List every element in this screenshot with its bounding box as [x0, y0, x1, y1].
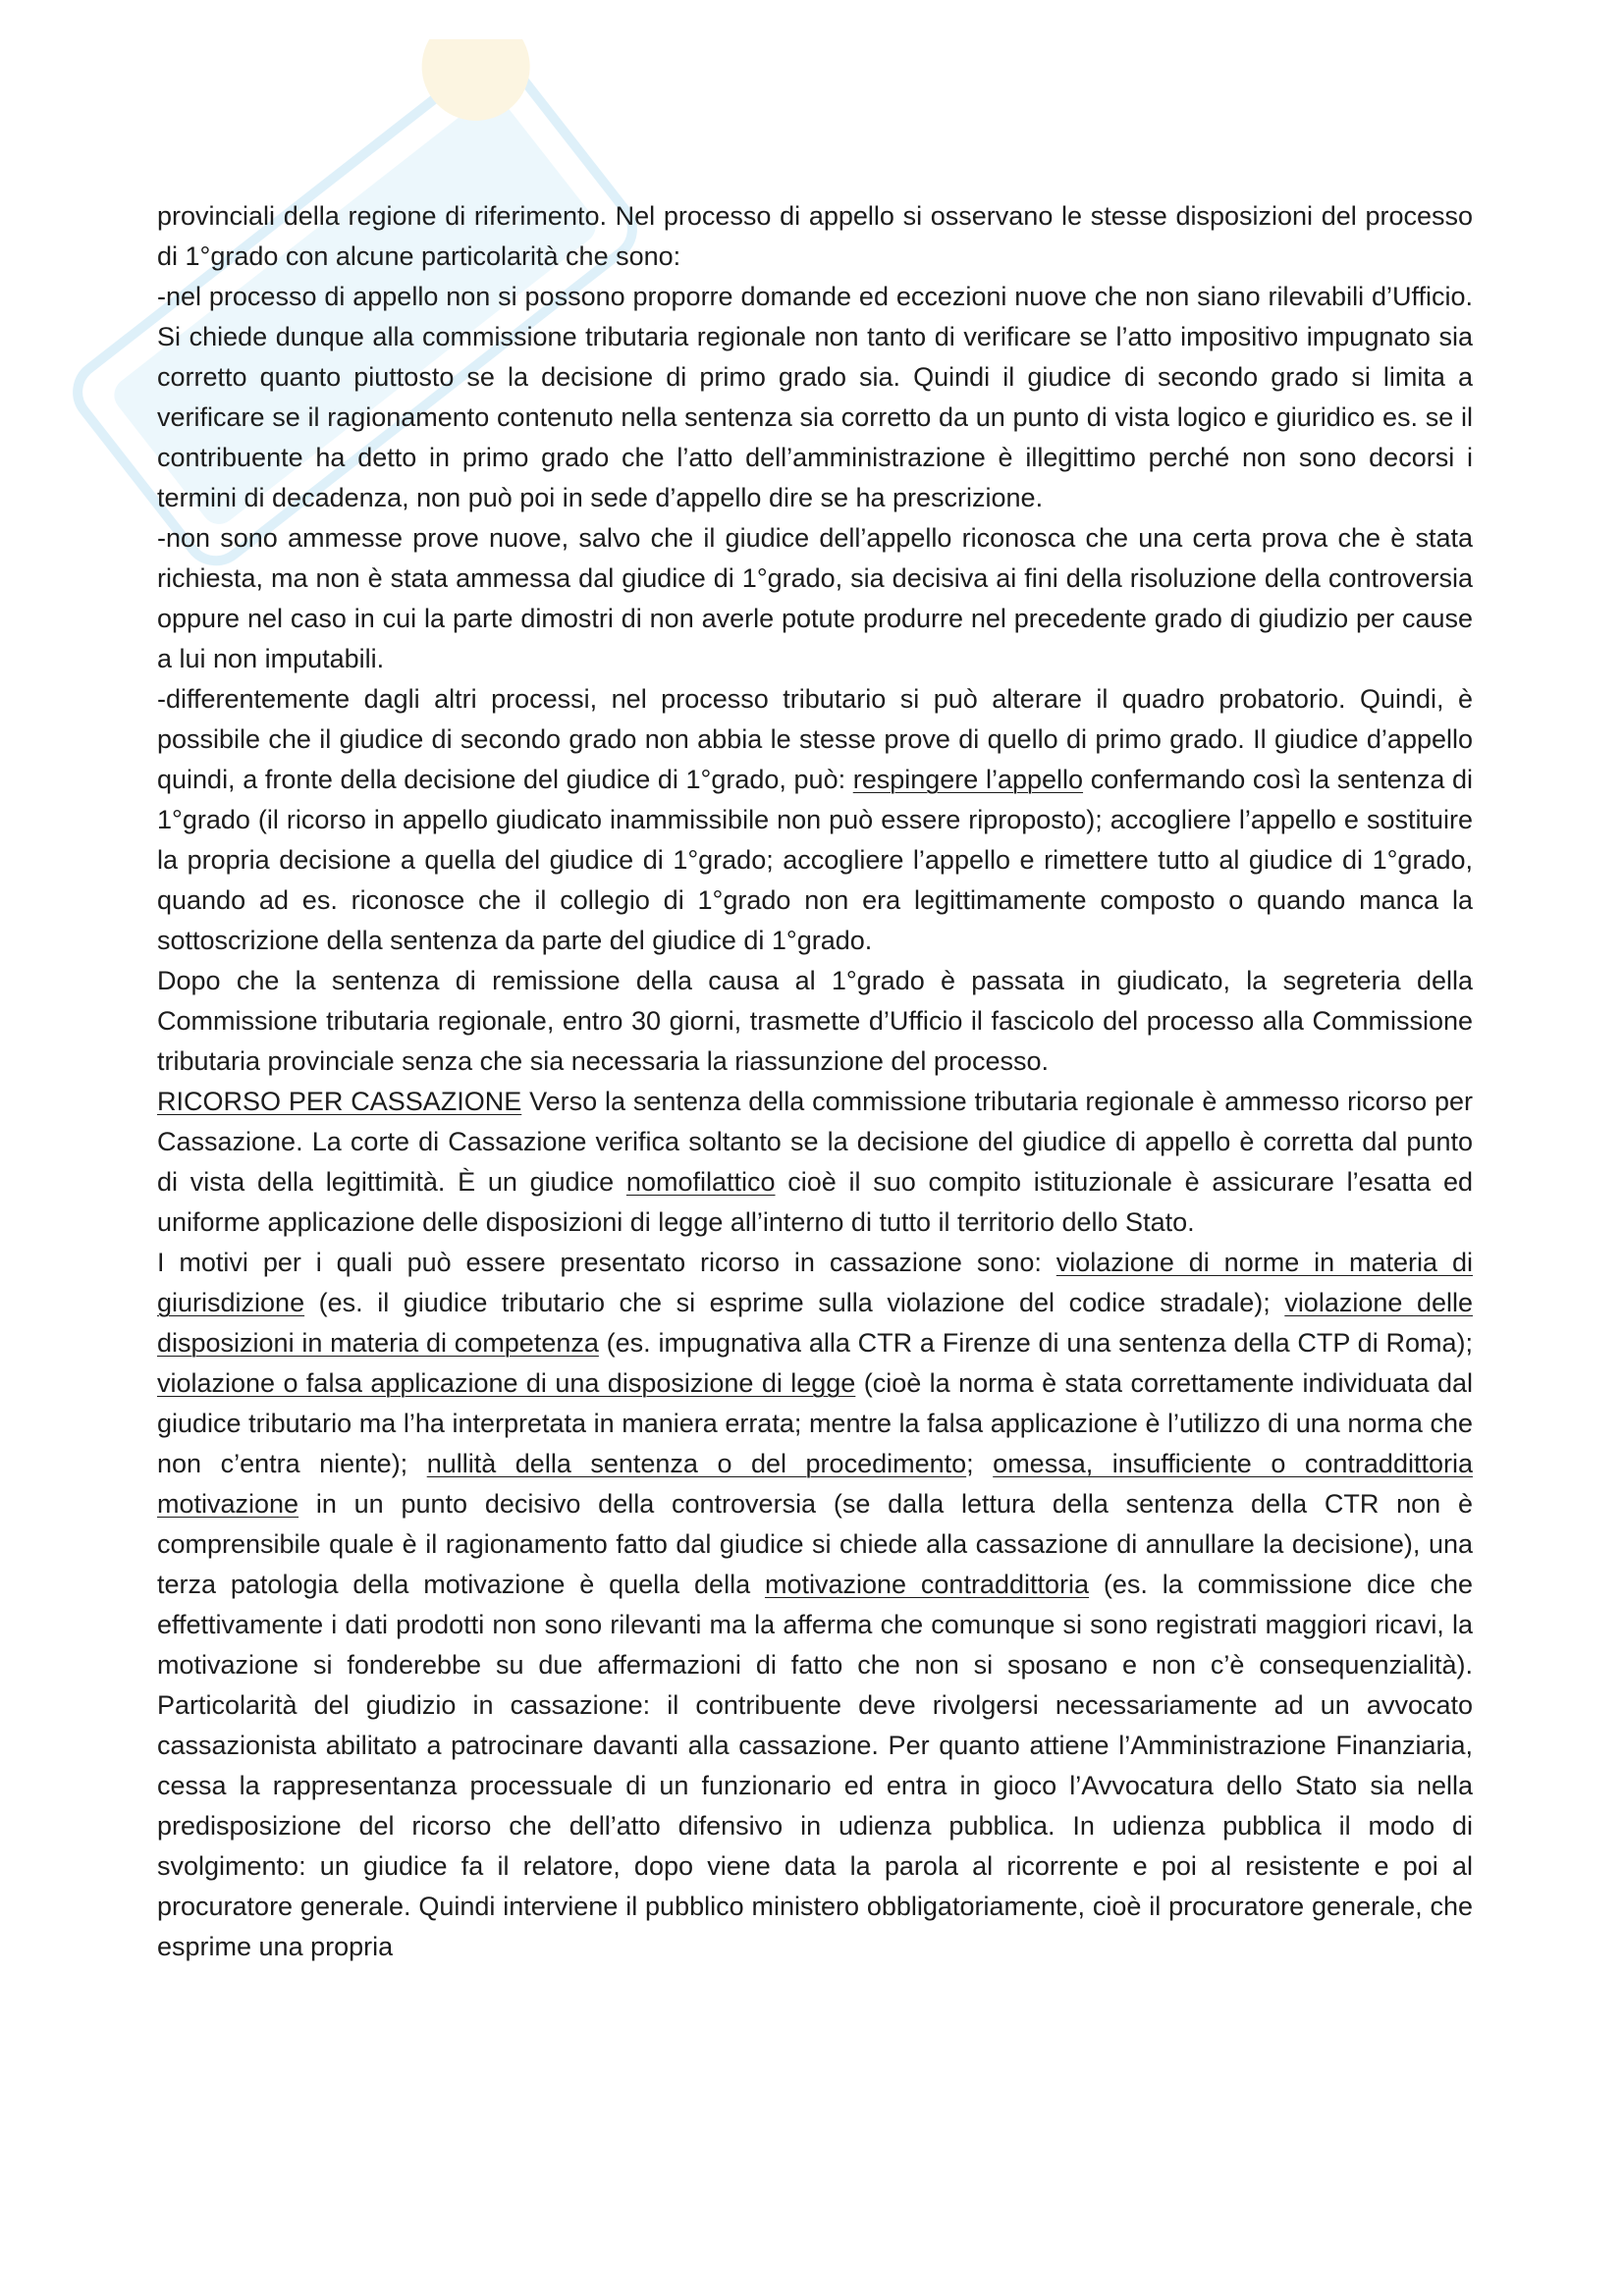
underlined-text: violazione o falsa applicazione di una disposizione di legge	[157, 1368, 856, 1398]
text-segment: -nel processo di appello non si possono proporre domande ed eccezioni nuove che non siano rilevabili d’Ufficio. Si chiede dunque alla commissione tributaria regionale non tanto di verificare se l’atto impositivo impugnato sia corretto quanto piuttosto se la decisione di primo grado sia. Quindi il giudice di secondo grado si limita a verificare se il ragionamento contenuto nella sentenza sia corretto da un punto di vista logico e giuridico es. se il contribuente ha detto in primo grado che l’atto dell’amministrazione è illegittimo perché non sono decorsi i termini di decadenza, non può poi in sede d’appello dire se ha prescrizione.	[157, 282, 1473, 512]
paragraph-1	[157, 196, 1473, 277]
underlined-text: RICORSO PER CASSAZIONE	[157, 1087, 522, 1116]
underlined-text: violazione di norme in materia di giurisdizione	[157, 1248, 1473, 1317]
text-segment: (es. la commissione dice che effettivamente i dati prodotti non sono rilevanti ma la afferma che comunque si sono registrati maggiori ricavi, la motivazione si fonderebbe su due affermazioni di fatto che non si sposano e non c’è consequenzialità). Particolarità del giudizio in cassazione: il contribuente deve rivolgersi necessariamente ad un avvocato cassazionista abilitato a patrocinare davanti alla cassazione. Per quanto attiene l’Amministrazione Finanziaria, cessa la rappresentanza processuale di un funzionario ed entra in gioco l’Avvocatura dello Stato sia nella predisposizione del ricorso che dell’atto difensivo in udienza pubblica. In udienza pubblica il modo di svolgimento: un giudice fa il relatore, dopo viene data la parola al ricorrente e poi al resistente e poi al procuratore generale. Quindi interviene il pubblico ministero obbligatoriamente, cioè il procuratore generale, che esprime una propria	[157, 1570, 1474, 1961]
paragraph-6	[157, 1082, 1473, 1243]
underlined-text: motivazione contraddittoria	[764, 1570, 1090, 1599]
text-segment: -non sono ammesse prove nuove, salvo che il giudice dell’appello riconosca che una certa prova che è stata richiesta, ma non è stata ammessa dal giudice di 1°grado, sia decisiva ai fini della risoluzione della controversia oppure nel caso in cui la parte dimostri di non averle potute produrre nel precedente grado di giudizio per cause a lui non imputabili.	[157, 523, 1473, 673]
text-segment: Dopo che la sentenza di remissione della causa al 1°grado è passata in giudicato, la segreteria della Commissione tributaria regionale, entro 30 giorni, trasmette d’Ufficio il fascicolo del processo alla Commissione tributaria provinciale senza che sia necessaria la riassunzione del processo.	[157, 966, 1473, 1076]
text-segment: -differentemente dagli altri processi, nel processo tributario si può alterare il quadro probatorio. Quindi, è possibile che il giudice di secondo grado non abbia le stesse prove di quello di primo grado. Il giudice d’appello quindi, a fronte della decisione del giudice di 1°grado, può:	[157, 684, 1473, 794]
underlined-text: violazione delle disposizioni in materia di competenza	[157, 1288, 1473, 1358]
paragraph-3	[157, 518, 1473, 679]
paragraph-2	[157, 277, 1473, 518]
text-segment: provinciali della regione di riferimento. Nel processo di appello si osservano le stesse disposizioni del processo di 1°grado con alcune particolarità che sono:	[157, 201, 1473, 271]
text-segment: cioè il suo compito istituzionale è assicurare l’esatta ed uniforme applicazione delle disposizioni di legge all’interno di tutto il territorio dello Stato.	[157, 1167, 1473, 1237]
document-body	[157, 196, 1473, 1967]
text-segment: ;	[966, 1449, 994, 1478]
text-segment: Verso la sentenza della commissione tributaria regionale è ammesso ricorso per Cassazione. La corte di Cassazione verifica soltanto se la decisione del giudice di appello è corretta dal punto di vista della legittimità. È un giudice	[157, 1087, 1473, 1197]
underlined-text: nullità della sentenza o del procedimento	[426, 1449, 967, 1478]
underlined-text: omessa, insufficiente o contraddittoria motivazione	[157, 1449, 1473, 1519]
text-segment: (es. il giudice tributario che si esprime sulla violazione del codice stradale);	[304, 1288, 1285, 1317]
text-segment: in un punto decisivo della controversia (se dalla lettura della sentenza della CTR non è comprensibile quale è il ragionamento fatto dal giudice si chiede alla cassazione di annullare la decisione), una terza patologia della motivazione è quella della	[157, 1489, 1473, 1599]
text-segment: (cioè la norma è stata correttamente individuata dal giudice tributario ma l’ha interpretata in maniera errata; mentre la falsa applicazione è l’utilizzo di una norma che non c’entra niente);	[157, 1368, 1473, 1478]
text-segment: confermando così la sentenza di 1°grado (il ricorso in appello giudicato inammissibile non può essere riproposto); accogliere l’appello e sostituire la propria decisione a quella del giudice di 1°grado; accogliere l’appello e rimettere tutto al giudice di 1°grado, quando ad es. riconosce che il collegio di 1°grado non era legittimamente composto o quando manca la sottoscrizione della sentenza da parte del giudice di 1°grado.	[157, 765, 1474, 955]
underlined-text: respingere l’appello	[852, 765, 1084, 794]
text-segment: I motivi per i quali può essere presentato ricorso in cassazione sono:	[157, 1248, 1056, 1277]
text-segment: (es. impugnativa alla CTR a Firenze di una sentenza della CTP di Roma);	[598, 1328, 1473, 1358]
paragraph-5	[157, 961, 1473, 1082]
underlined-text: nomofilattico	[625, 1167, 776, 1197]
paragraph-7	[157, 1243, 1473, 1967]
paragraph-4	[157, 679, 1473, 961]
